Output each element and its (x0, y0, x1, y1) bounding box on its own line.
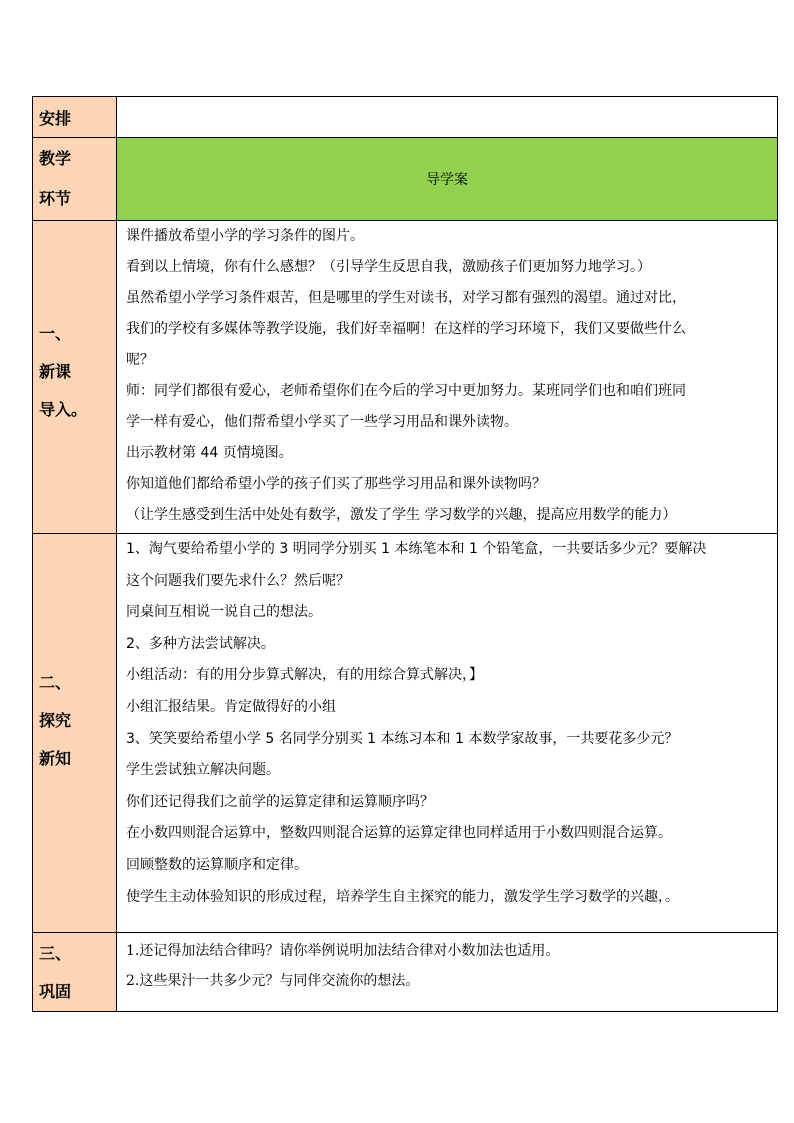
section-content-cell (117, 534, 778, 933)
content-line: 你知道他们都给希望小学的孩子们买了那些学习用品和课外读物吗？ (126, 476, 546, 492)
content-line: 2.这些果汁一共多少元？与同伴交流你的想法。 (126, 973, 420, 989)
content-line: 小组活动：有的用分步算式解决，有的用综合算式解决，】 (126, 667, 483, 684)
content-line: 2、多种方法尝试解决。 (126, 635, 275, 652)
content-line: 回顾整数的运算顺序和定律。 (126, 856, 308, 873)
header-right-cell: 导学案 (117, 138, 778, 221)
content-line: 师：同学们都很有爱心，老师希望你们在今后的学习中更加努力。某班同学们也和咱们班同 (126, 383, 686, 399)
section-content-cell (117, 933, 778, 1012)
content-line: 在小数四则混合运算中，整数四则混合运算的运算定律也同样适用于小数四则混合运算。 (126, 825, 672, 842)
section-label-line: 一、 (39, 324, 72, 343)
content-line: 呢？ (126, 352, 154, 368)
section-label-line: 新课 (39, 362, 72, 381)
header-left-line: 环节 (39, 189, 72, 208)
section-label-line: 巩固 (39, 982, 72, 1001)
section-label-cell (33, 933, 117, 1012)
arrangement-cell (117, 97, 778, 138)
content-line: 课件播放希望小学的学习条件的图片。 (126, 228, 364, 244)
header-left-cell (33, 138, 117, 221)
content-line: （让学生感受到生活中处处有数学，激发了学生 学习数学的兴趣，提高应用数学的能力） (126, 507, 677, 523)
content-line: 看到以上情境，你有什么感想？（引导学生反思自我，激励孩子们更加努力地学习。） (126, 259, 651, 275)
section-content-cell (117, 221, 778, 534)
section-row-explore (33, 534, 778, 933)
content-line: 我们的学校有多媒体等教学设施，我们好幸福啊！在这样的学习环境下，我们又要做些什么 (126, 321, 686, 337)
lesson-plan-table (32, 96, 778, 1012)
content-line: 学一样有爱心，他们帮希望小学买了一些学习用品和课外读物。 (126, 414, 518, 430)
content-line: 虽然希望小学学习条件艰苦，但是哪里的学生对读书，对学习都有强烈的渴望。通过对比， (126, 290, 686, 306)
content-line: 这个问题我们要先求什么？然后呢？ (126, 572, 350, 589)
section-label-cell (33, 534, 117, 933)
section-label-line: 探究 (39, 711, 72, 730)
content-line: 1.还记得加法结合律吗？请你举例说明加法结合律对小数加法也适用。 (126, 943, 560, 959)
content-line: 小组汇报结果。肯定做得好的小组 (126, 698, 336, 715)
content-line: 学生尝试独立解决问题。 (126, 762, 280, 779)
content-line: 1、淘气要给希望小学的 3 明同学分别买 1 本练笔本和 1 个铅笔盒，一共要话多少元？要解决 (126, 541, 707, 557)
section-label-line: 二、 (39, 673, 72, 692)
section-row-intro (33, 221, 778, 534)
header-left-line: 教学 (39, 149, 72, 168)
header-row (33, 138, 778, 221)
arrangement-row (33, 97, 778, 138)
section-row-consolidate (33, 933, 778, 1012)
arrangement-label: 安排 (33, 97, 117, 138)
content-line: 你们还记得我们之前学的运算定律和运算顺序吗？ (126, 793, 434, 810)
content-line: 3、笑笑要给希望小学 5 名同学分别买 1 本练习本和 1 本数学家故事，一共要花多少元？ (126, 730, 679, 747)
content-line: 同桌间互相说一说自己的想法。 (126, 604, 322, 621)
section-label-cell (33, 221, 117, 534)
content-line: 出示教材第 44 页情境图。 (126, 445, 293, 461)
section-label-line: 导入。 (39, 400, 88, 419)
section-label-line: 三、 (39, 944, 72, 963)
section-label-line: 新知 (39, 749, 72, 768)
content-line: 使学生主动体验知识的形成过程，培养学生自主探究的能力，激发学生学习数学的兴趣，。 (126, 888, 679, 905)
